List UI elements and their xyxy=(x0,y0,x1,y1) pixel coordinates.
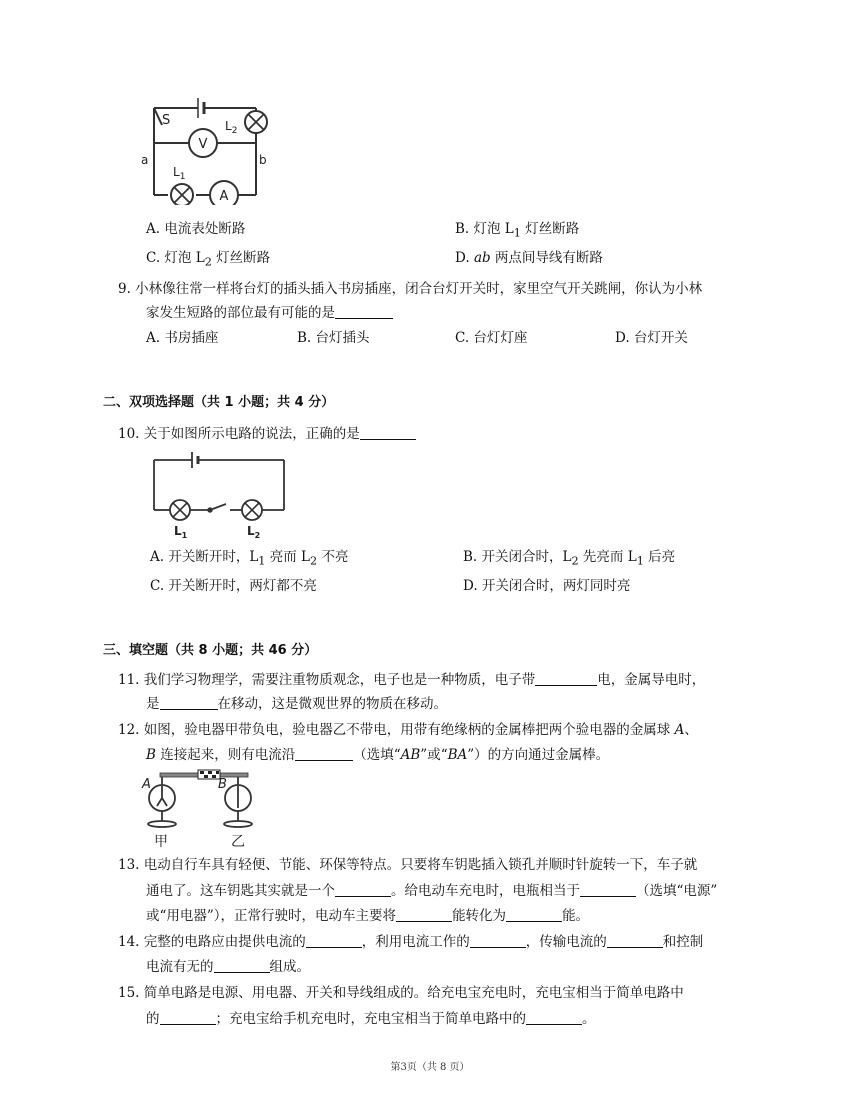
q14-blank-1[interactable] xyxy=(306,933,362,948)
q12-text4: ”或“ xyxy=(420,747,448,763)
q14-text3: ，传输电流的 xyxy=(525,934,607,950)
q14-text5: 电流有无的 xyxy=(146,959,214,975)
q11-text2: 电，金属导电时， xyxy=(597,672,706,688)
q9-stem-line1: 9. 小林像往常一样将台灯的插头插入书房插座，闭合台灯开关时，家里空气开关跳闸，你认为小林 xyxy=(118,281,703,297)
q10-stem-text: 10. 关于如图所示电路的说法，正确的是 xyxy=(118,426,360,442)
q13-line2 xyxy=(146,881,717,901)
q10-l2-label: $L_2$ xyxy=(247,524,261,540)
q15-text1: 的 xyxy=(146,1011,160,1027)
q12-text-ab: AB xyxy=(400,747,421,763)
q13-text2: 。给电动车充电时，电瓶相当于 xyxy=(391,883,580,899)
q8-option-d[interactable] xyxy=(455,248,603,268)
q11-text3: 是 xyxy=(146,696,160,712)
q10-option-b-sub1: 2 xyxy=(571,554,579,568)
q14-blank-4[interactable] xyxy=(214,958,270,973)
q10-lamp-l1 xyxy=(170,500,190,520)
q15-line2 xyxy=(146,1009,596,1029)
q8-lamp-l1 xyxy=(171,184,193,205)
q8-option-c-text: C. 灯泡 L xyxy=(146,250,205,266)
q10-option-a-text: A. 开关断开时，L xyxy=(150,549,259,565)
q10-option-a-sub1: 1 xyxy=(258,554,266,568)
q12-text3: （选填“ xyxy=(353,747,401,763)
q14-blank-2[interactable] xyxy=(470,933,526,948)
q8-voltmeter xyxy=(189,129,217,157)
q12-ball-a-label: A xyxy=(142,777,151,792)
q15-blank-2[interactable] xyxy=(526,1010,582,1025)
q11-text1: 11. 我们学习物理学，需要注重物质观念，电子也是一种物质，电子带 xyxy=(118,672,536,688)
q12-line2 xyxy=(146,745,609,765)
q9-stem-text: 家发生短路的部位最有可能的是 xyxy=(146,305,335,321)
q10-option-a-sub2: 2 xyxy=(310,554,318,568)
q11-line1 xyxy=(118,670,705,690)
q14-text1: 14. 完整的电路应由提供电流的 xyxy=(118,934,306,950)
q10-answer-blank[interactable] xyxy=(360,425,416,440)
q10-option-a[interactable] xyxy=(150,547,349,572)
q12-text-ba: BA xyxy=(447,747,468,763)
q11-blank-2[interactable] xyxy=(160,695,218,710)
q12-electroscope-figure xyxy=(140,768,270,850)
q12-electroscope-jia xyxy=(148,777,176,827)
q13-blank-2[interactable] xyxy=(580,882,636,897)
q14-text2: ，利用电流工作的 xyxy=(361,934,470,950)
q12-jia-label: 甲 xyxy=(154,834,168,850)
q12-yi-label: 乙 xyxy=(231,834,245,850)
q9-option-b[interactable]: B. 台灯插头 xyxy=(297,330,370,346)
section-2-title: 二、双项选择题（共 1 小题；共 4 分） xyxy=(103,395,335,410)
q8-option-c-sub: 2 xyxy=(204,255,212,269)
q8-option-c-text2: 灯丝断路 xyxy=(211,250,271,266)
q9-answer-blank[interactable] xyxy=(335,304,393,319)
q8-l1-label: $L_1$ xyxy=(173,165,186,182)
q13-line1: 13. 电动自行车具有轻便、节能、环保等特点。只要将车钥匙插入锁孔并顺时针旋转一下，车子就 xyxy=(118,857,698,873)
q8-option-a[interactable]: A. 电流表处断路 xyxy=(146,221,246,237)
q8-node-b: b xyxy=(259,153,267,167)
q13-line3 xyxy=(146,906,589,926)
q13-text5: 能转化为 xyxy=(452,908,507,924)
q10-option-b-sub2: 1 xyxy=(636,554,644,568)
q8-circuit-diagram xyxy=(138,80,278,205)
page-footer: 第3页（共 8 页） xyxy=(390,1062,470,1073)
q12-text1: 12. 如图，验电器甲带负电，验电器乙不带电，用带有绝缘柄的金属棒把两个验电器的金属球 xyxy=(118,722,671,738)
q10-option-b-text: B. 开关闭合时，L xyxy=(463,549,572,565)
q8-voltmeter-label: V xyxy=(198,137,208,152)
q15-blank-1[interactable] xyxy=(160,1010,216,1025)
q8-option-c[interactable] xyxy=(146,248,270,273)
q10-lamp-l2 xyxy=(242,500,262,520)
q15-text3: 。 xyxy=(582,1011,596,1027)
q8-option-b-text2: 灯丝断路 xyxy=(520,221,580,237)
q8-ammeter xyxy=(210,181,238,205)
q8-option-b-sub: 1 xyxy=(513,226,521,240)
q14-text6: 组成。 xyxy=(269,959,310,975)
q10-option-b[interactable] xyxy=(463,547,675,572)
q13-text4: 或“用电器”），正常行驶时，电动车主要将 xyxy=(146,908,397,924)
q8-option-d-ab: ab xyxy=(473,250,491,266)
q13-text6: 能。 xyxy=(562,908,590,924)
q8-l2-label: $L_2$ xyxy=(225,119,238,136)
q12-text-sep: 、 xyxy=(684,722,698,738)
q15-text2: ；充电宝给手机充电时，充电宝相当于简单电路中的 xyxy=(215,1011,526,1027)
q8-option-d-text: D. xyxy=(455,250,474,266)
q15-line1: 15. 简单电路是电源、用电器、开关和导线组成的。给充电宝充电时，充电宝相当于简单电路中 xyxy=(118,985,684,1001)
q11-line2 xyxy=(146,694,447,714)
q8-option-d-text2: 两点间导线有断路 xyxy=(490,250,603,266)
q8-option-b[interactable] xyxy=(455,219,579,244)
q13-text3: （选填“电源” xyxy=(636,883,718,899)
q14-text4: 和控制 xyxy=(662,934,704,950)
q12-text5: ”）的方向通过金属棒。 xyxy=(467,747,610,763)
q9-option-d[interactable]: D. 台灯开关 xyxy=(615,330,688,346)
q10-l1-label: $L_1$ xyxy=(174,524,188,540)
q12-blank[interactable] xyxy=(295,746,353,761)
q11-blank-1[interactable] xyxy=(535,671,597,686)
q10-option-c[interactable]: C. 开关断开时，两灯都不亮 xyxy=(150,578,317,594)
q9-stem-line2 xyxy=(146,303,393,323)
q10-option-b-mid: 先亮而 L xyxy=(578,549,637,565)
q13-blank-4[interactable] xyxy=(506,907,562,922)
q11-text4: 在移动，这是微观世界的物质在移动。 xyxy=(217,696,447,712)
q13-text1: 通电了。这车钥匙其实就是一个 xyxy=(146,883,335,899)
q12-ball-b-ref: B xyxy=(146,747,156,763)
q13-blank-3[interactable] xyxy=(396,907,452,922)
q12-ball-b-label: B xyxy=(218,777,227,792)
q9-option-a[interactable]: A. 书房插座 xyxy=(146,330,219,346)
q8-ammeter-label: A xyxy=(219,189,229,204)
q8-option-b-text: B. 灯泡 L xyxy=(455,221,514,237)
q12-electroscope-yi xyxy=(224,777,252,827)
q10-option-a-mid: 亮而 L xyxy=(265,549,311,565)
q12-text2: 连接起来，则有电流沿 xyxy=(155,747,296,763)
q14-blank-3[interactable] xyxy=(607,933,663,948)
q10-stem xyxy=(118,424,416,444)
q8-lamp-l2 xyxy=(245,111,267,133)
q9-option-c[interactable]: C. 台灯灯座 xyxy=(455,330,528,346)
q10-option-b-post: 后亮 xyxy=(643,549,676,565)
q10-option-d[interactable]: D. 开关闭合时，两灯同时亮 xyxy=(463,578,631,594)
q13-blank-1[interactable] xyxy=(335,882,391,897)
q8-switch-label: S xyxy=(162,113,171,128)
q10-option-a-post: 不亮 xyxy=(317,549,349,565)
q12-line1 xyxy=(118,720,698,740)
q14-line2 xyxy=(146,957,310,977)
q14-line1 xyxy=(118,932,703,952)
section-3-title: 三、填空题（共 8 小题；共 46 分） xyxy=(103,643,318,658)
q10-circuit-diagram xyxy=(150,448,290,540)
q12-ball-a-ref: A xyxy=(674,722,685,738)
q8-node-a: a xyxy=(141,153,149,167)
